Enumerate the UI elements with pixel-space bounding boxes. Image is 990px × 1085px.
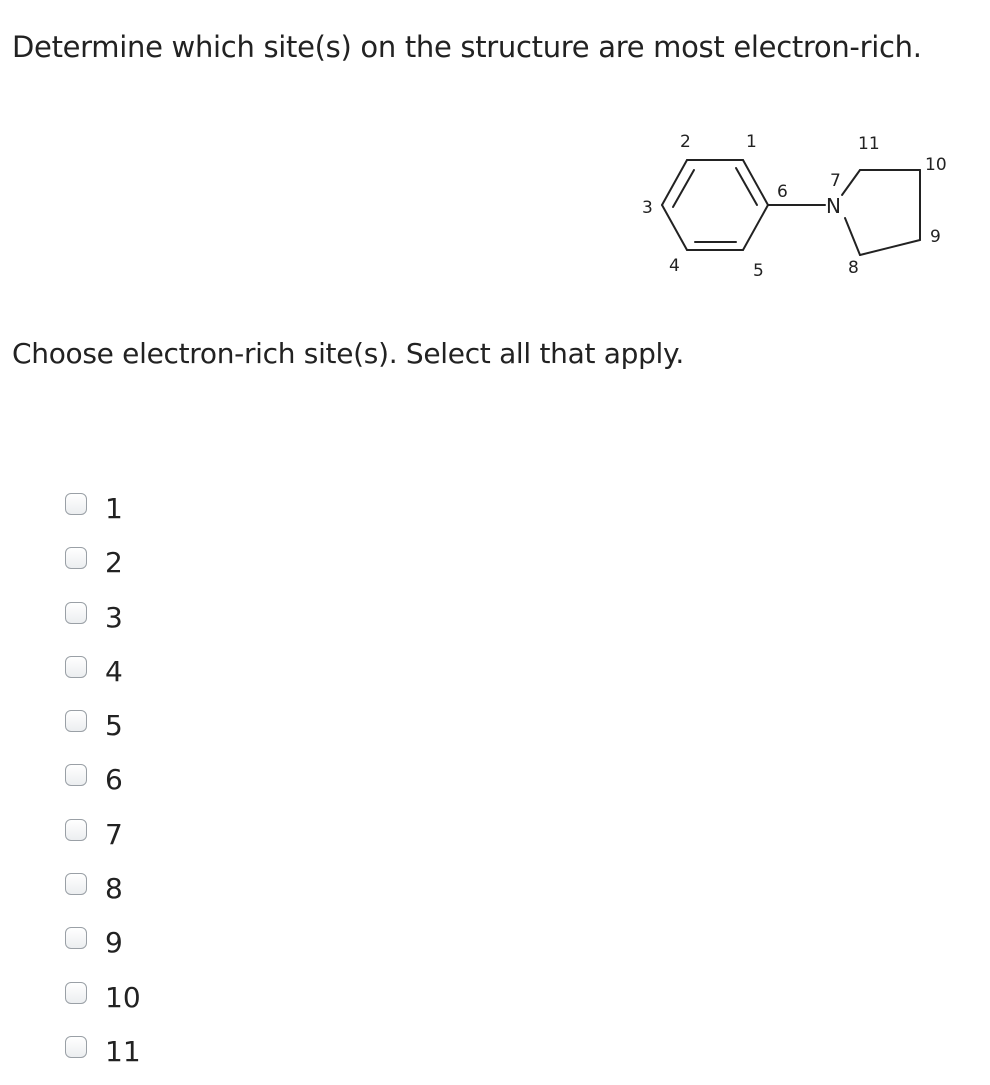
option-1-label[interactable]: 1 (105, 492, 123, 525)
option-6-checkbox[interactable] (65, 764, 87, 786)
option-10[interactable] (64, 977, 204, 1031)
option-8-label[interactable]: 8 (105, 872, 123, 906)
option-4-label[interactable]: 4 (105, 654, 123, 688)
option-8[interactable] (64, 868, 204, 922)
option-1[interactable] (64, 488, 204, 542)
double-bond-c6-c1 (736, 168, 757, 205)
option-11[interactable] (64, 1031, 204, 1085)
bond-c6-c1 (743, 160, 768, 205)
bond-c2-c3 (662, 160, 687, 205)
option-9-checkbox[interactable] (65, 927, 87, 949)
option-7[interactable] (64, 814, 204, 868)
bond-c8-n7 (845, 218, 860, 255)
double-bond-c2-c3 (673, 170, 694, 207)
option-11-checkbox[interactable] (65, 1036, 87, 1058)
option-7-checkbox[interactable] (65, 819, 87, 841)
option-3[interactable] (64, 597, 204, 651)
option-3-checkbox[interactable] (65, 602, 87, 624)
prompt-text: Choose electron-rich site(s). Select all that apply. (12, 337, 684, 370)
options-list (64, 488, 204, 1085)
option-2[interactable] (64, 542, 204, 596)
option-10-checkbox[interactable] (65, 982, 87, 1004)
option-6[interactable] (64, 759, 204, 813)
question-text: Determine which site(s) on the structure are most electron-rich. (12, 30, 922, 64)
atom-label-2: 2 (680, 132, 691, 152)
atom-label-7: 7 (830, 171, 841, 191)
option-4-checkbox[interactable] (65, 656, 87, 678)
option-2-checkbox[interactable] (65, 547, 87, 569)
atom-label-11: 11 (858, 134, 880, 154)
option-7-label[interactable]: 7 (105, 817, 123, 851)
atom-label-3: 3 (642, 198, 653, 218)
bond-n7-c11 (842, 170, 860, 195)
option-2-label[interactable]: 2 (105, 546, 123, 580)
option-3-label[interactable]: 3 (105, 600, 123, 634)
atom-label-4: 4 (669, 256, 680, 276)
nitrogen-atom: N (826, 194, 841, 218)
option-5-checkbox[interactable] (65, 710, 87, 732)
atom-label-10: 10 (925, 155, 947, 175)
atom-label-5: 5 (753, 261, 764, 281)
atom-label-6: 6 (777, 182, 788, 202)
option-5-label[interactable]: 5 (105, 709, 123, 743)
option-6-label[interactable]: 6 (105, 763, 123, 797)
chemical-structure (620, 115, 980, 295)
option-10-label[interactable]: 10 (105, 980, 141, 1014)
atom-label-1: 1 (746, 132, 757, 152)
option-4[interactable] (64, 651, 204, 705)
bond-c9-c8 (860, 240, 920, 255)
bond-c5-c6 (743, 205, 768, 250)
option-1-checkbox[interactable] (65, 493, 87, 515)
option-5[interactable] (64, 705, 204, 759)
option-9-label[interactable]: 9 (105, 926, 123, 960)
option-8-checkbox[interactable] (65, 873, 87, 895)
atom-label-8: 8 (848, 258, 859, 278)
bond-c3-c4 (662, 205, 687, 250)
option-11-label[interactable]: 11 (105, 1034, 141, 1068)
option-9[interactable] (64, 922, 204, 976)
atom-label-9: 9 (930, 227, 941, 247)
